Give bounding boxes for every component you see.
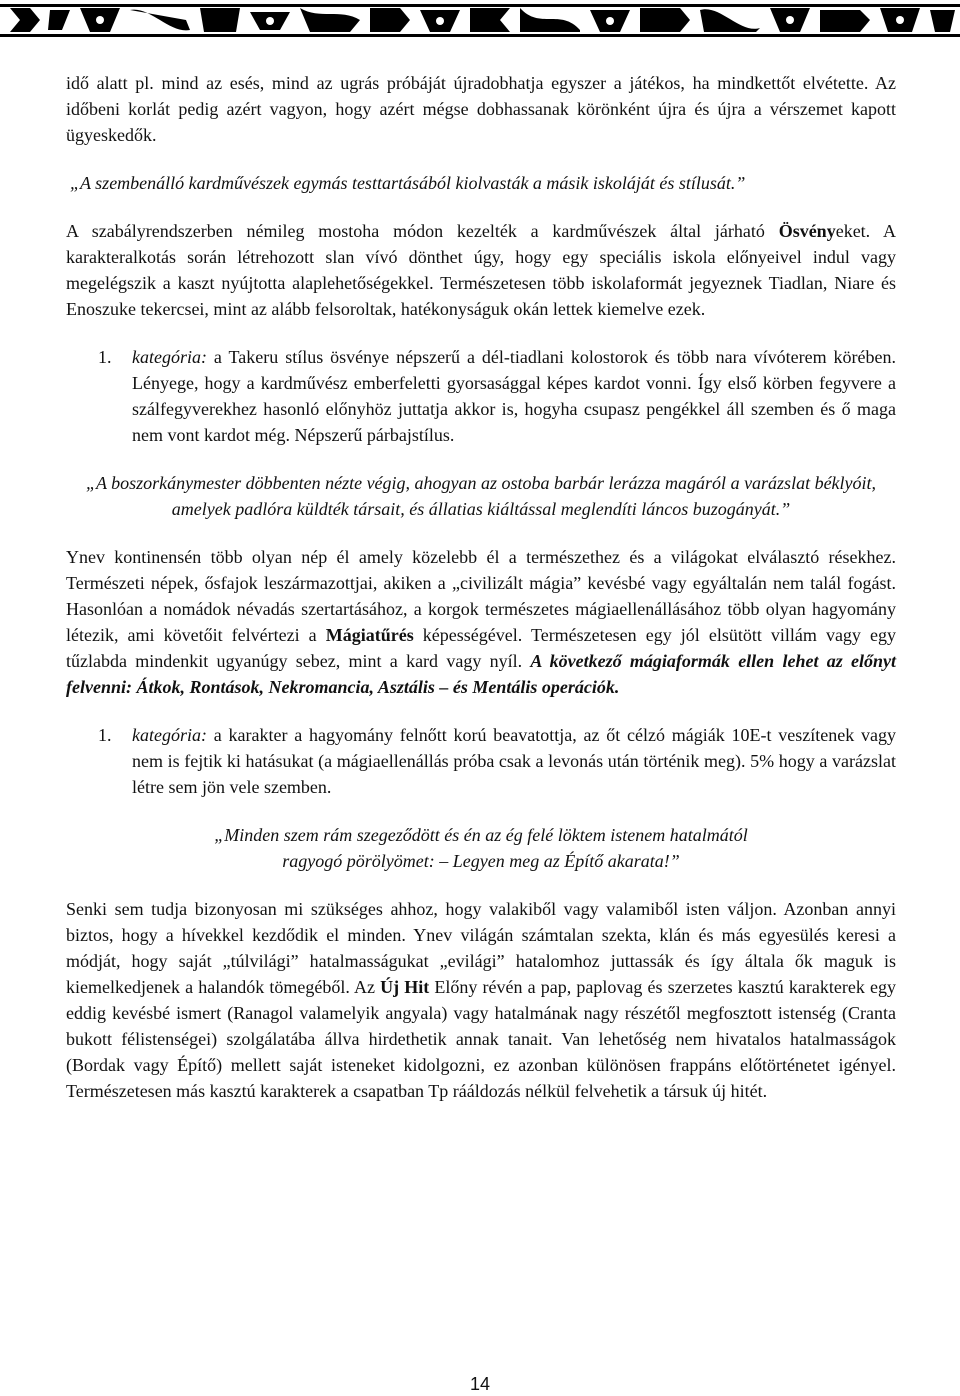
paragraph-2-bold: Ösvény xyxy=(778,221,836,241)
paragraph-2 xyxy=(66,218,896,322)
list-item-2-body xyxy=(132,722,896,800)
paragraph-3-bold: Mágiatűrés xyxy=(325,625,414,645)
list-item-1 xyxy=(98,344,896,448)
paragraph-3-text-a: Ynev kontinensén több olyan nép él amely közelebb él a természethez és a világokat elválasztó résekhez. Természeti népek, ősfajok leszármazottjai, akiken a „civilizált mágia” kevésbé vagy egyáltalán nem talál fogást. Hasonlóan a nomádok névadás szertartásához, a korgok természetes mágiaellenállásához több olyan hagyomány létezik, ami követőit felvértezi a xyxy=(66,547,896,645)
paragraph-4 xyxy=(66,896,896,1104)
quote-2: „A boszorkánymester döbbenten nézte végig, ahogyan az ostoba barbár lerázza magáról a varázslat béklyóit, amelyek padlóra küldték társait, és állatias kiáltással meglendíti láncos buzogányát.” xyxy=(85,473,877,519)
list-item-1-body xyxy=(132,344,896,448)
quote-1: „A szembenálló kardművészek egymás testtartásából kiolvasták a másik iskoláját és stílusát.” xyxy=(70,173,746,193)
list-item-2-text: a karakter a hagyomány felnőtt korú beavatottja, az őt célzó mágiák 10E-t veszítenek vagy nem is fejtik ki hatásukat (a mágiaellenállás próba csak a levonás után történik meg). 5% hogy a varázslat létre sem jön vele szemben. xyxy=(132,725,896,797)
ornamental-banner-graphic xyxy=(0,0,960,42)
list-item-2-label: kategória: xyxy=(132,725,207,745)
quote-3: „Minden szem rám szegeződött és én az ég felé löktem istenem hatalmától ragyogó pörölyömet: – Legyen meg az Építő akarata!” xyxy=(214,825,748,871)
paragraph-3-bold-italic: A következő mágiaformák ellen lehet az előnyt felvenni: Átkok, Rontások, Nekromancia, Asztális – és Mentális operációk. xyxy=(66,651,896,697)
paragraph-4-text-a: Senki sem tudja bizonyosan mi szükséges ahhoz, hogy valakiből vagy valamiből isten váljon. Azonban annyi biztos, hogy a hívekkel kezdődik el minden. Ynev világán számtalan szekta, klán és más egyesülés keresi a módját, hogy saját „túlvilági” hatalmasságukat „evilági” hatalomhoz juttassák és így általa ők maguk is kiemelkedjenek a halandók tömegéből. Az xyxy=(66,899,896,997)
paragraph-3 xyxy=(66,544,896,700)
header-banner xyxy=(0,0,960,42)
list-item-2 xyxy=(98,722,896,800)
paragraph-1: idő alatt pl. mind az esés, mind az ugrás próbáját újradobhatja egyszer a játékos, ha mindkettőt elvétette. Az időbeni korlát pedig azért vagyon, hogy azért mégse dobhassanak körönként újra és újra a vérszemet kapott ügyeskedők. xyxy=(66,73,896,145)
list-item-1-text: a Takeru stílus ösvénye népszerű a dél-tiadlani kolostorok és több nara vívóterem körében. Lényege, hogy a kardművész emberfeletti gyorsasággal képes kardot vonni. Így első körben fegyvere a szálfegyverekhez hasonló előnyhöz juttatja akkor is, hogyha csupasz pengékkel áll szemben és ő maga nem vont kardot még. Népszerű párbajstílus. xyxy=(132,347,896,445)
paragraph-2-text-a: A szabályrendszerben némileg mostoha módon kezelték a kardművészek által járható xyxy=(66,221,779,241)
paragraph-3-text-b: képességével. Természetesen egy jól elsütött villám vagy egy tűzlabda mindenkit ugyanúgy sebez, mint a kard vagy nyíl. xyxy=(66,625,896,671)
page-number: 14 xyxy=(469,1374,491,1394)
paragraph-2-text-b: eket. A karakteralkotás során létrehozott slan vívó dönthet úgy, hogy egy speciális iskola előnyeivel indul vagy megelégszik a kaszt nyújtotta alaplehetőségekkel. Természetesen több iskolaformát jegyeznek Tiadlan, Niare és Enoszuke tekercsei, mint az alább felsoroltak, hatékonyságuk okán lettek kiemelve ezek. xyxy=(66,221,896,319)
banner-text: www.Ynev.hu xyxy=(477,27,483,28)
list-item-1-number: 1. xyxy=(98,347,112,367)
list-item-1-label: kategória: xyxy=(132,347,207,367)
paragraph-4-text-b: Előny révén a pap, paplovag és szerzetes kasztú karakterek egy eddig kevésbé ismert (Ranagol valamelyik angyala) vagy hatalmának nagy részétől megfosztott istenség (Cranta bukott félistenségei) szolgálatába állva hirdethetik annak tanait. Van lehetőség nem hivatalos hatalmasságok (Bordak vagy Építő) mellett saját isteneket kidolgozni, ez azonban különösen frappáns előtörténetet igényel. Természetesen más kasztú karakterek a csapatban Tp rááldozás nélkül felvehetik a társuk új hitét. xyxy=(66,977,896,1101)
main-content xyxy=(66,70,896,1104)
list-item-2-number: 1. xyxy=(98,725,112,745)
paragraph-4-bold: Új Hit xyxy=(380,977,430,997)
